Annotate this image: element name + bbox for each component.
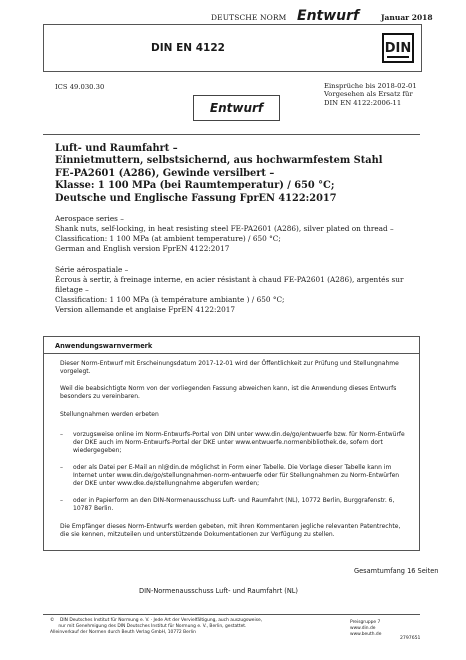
warning-heading: Anwendungswarnvermerk <box>55 342 153 350</box>
comment-option-item <box>60 497 410 513</box>
title-french <box>55 265 425 315</box>
comment-option-text: oder als Datei per E-Mail an nl@din.de möglichst in Form einer Tabelle. Die Vorlage dieser Tabelle kann im Internet unter www.din.de/go/stellungnahmen-norm-entwuerfe oder für Stellungnahmen zu Norm-Entwürfen der DKE unter www.dke.de/stellungnahme abgerufen werden; <box>73 464 400 487</box>
price-group-block <box>350 620 381 637</box>
title-de-line: Einnietmuttern, selbstsichernd, aus hochwarmfestem Stahl <box>55 155 383 167</box>
title-de-line: FE-PA2601 (A286), Gewinde versilbert – <box>55 167 275 179</box>
din-website: www.din.de <box>350 625 376 631</box>
warning-heading-divider <box>43 353 420 354</box>
title-fr-line: Écrous à sertir, à freinage interne, en acier résistant à chaud FE-PA2601 (A286), argentés sur <box>55 275 404 284</box>
title-de-line: Luft- und Raumfahrt – <box>55 143 178 154</box>
issue-date: Januar 2018 <box>381 13 433 22</box>
comment-option-text: oder in Papierform an den DIN-Normenausschuss Luft- und Raumfahrt (NL), 10772 Berlin, Burggrafenstr. 6, 10787 Berlin. <box>73 497 395 512</box>
title-english <box>55 214 435 254</box>
title-fr-line: filetage – <box>55 285 89 294</box>
list-dash: – <box>60 431 63 438</box>
din-logo <box>382 33 414 63</box>
title-german <box>55 143 415 205</box>
footer-divider <box>43 614 420 615</box>
ics-code: ICS 49.030.30 <box>55 83 105 91</box>
title-en-line: Shank nuts, self-locking, in heat resisting steel FE-PA2601 (A286), silver plated on thread – <box>55 224 394 233</box>
price-group: Preisgruppe 7 <box>350 620 381 625</box>
warning-paragraph: Dieser Norm-Entwurf mit Erscheinungsdatum 2017-12-01 wird der Öffentlichkeit zur Prüfung und Stellungnahme vorgelegt. <box>60 360 399 375</box>
standards-committee: DIN-Normenausschuss Luft- und Raumfahrt (NL) <box>139 587 298 595</box>
din-logo-text: DIN <box>384 40 412 56</box>
comment-option-item <box>60 464 410 488</box>
draft-stamp-label: Entwurf <box>209 101 264 115</box>
total-pages: Gesamtumfang 16 Seiten <box>354 567 439 575</box>
title-en-line: Classification: 1 100 MPa (at ambient temperature) / 650 °C; <box>55 234 281 243</box>
copyright-line: Alleinverkauf der Normen durch Beuth Verlag GmbH, 10772 Berlin <box>50 629 196 635</box>
copyright-line: nur mit Genehmigung des DIN Deutsches Institut für Normung e. V., Berlin, gestattet. <box>50 623 247 629</box>
list-dash: – <box>60 497 63 504</box>
beuth-website: www.beuth.de <box>350 631 382 637</box>
replacement-note: Vorgesehen als Ersatz für <box>324 90 413 99</box>
comment-option-text: vorzugsweise online im Norm-Entwurfs-Portal von DIN unter www.din.de/go/entwuerfe bzw. für Norm-Entwürfe der DKE auch im Norm-Entwurfs-Portal der DKE unter www.entwuerfe.normenbibliothek.de, sofern dort wiedergegeben; <box>73 431 405 454</box>
comment-option-item <box>60 431 410 455</box>
title-de-line: Deutsche und Englische Fassung FprEN 4122:2017 <box>55 192 337 204</box>
warning-paragraph: Stellungnahmen werden erbeten <box>60 411 159 418</box>
title-en-line: Aerospace series – <box>55 214 124 223</box>
list-dash: – <box>60 464 63 471</box>
title-en-line: German and English version FprEN 4122:2017 <box>55 244 230 253</box>
warning-paragraph: Weil die beabsichtigte Norm von der vorliegenden Fassung abweichen kann, ist die Anwendung dieses Entwurfs besonders zu vereinbaren. <box>60 385 397 400</box>
norm-type-label: DEUTSCHE NORM <box>211 13 287 22</box>
document-number: 2797651 <box>400 636 421 641</box>
title-divider <box>43 134 420 135</box>
title-fr-line: Série aérospatiale – <box>55 265 129 274</box>
draft-status-label: Entwurf <box>297 8 360 24</box>
title-fr-line: Classification: 1 100 MPa (à température ambiante ) / 650 °C; <box>55 295 285 304</box>
title-de-line: Klasse: 1 100 MPa (bei Raumtemperatur) / 650 °C; <box>55 180 335 192</box>
standard-number: DIN EN 4122 <box>151 42 225 54</box>
draft-stamp <box>193 95 280 121</box>
objections-deadline: Einsprüche bis 2018-02-01 <box>324 82 417 90</box>
copyright-notice <box>50 618 320 635</box>
copyright-line: © DIN Deutsches Institut für Normung e. V. · Jede Art der Vervielfältigung, auch auszugsweise, <box>50 618 263 623</box>
title-fr-line: Version allemande et anglaise FprEN 4122:2017 <box>55 305 236 314</box>
objections-block <box>324 82 417 107</box>
replaced-standard: DIN EN 4122:2006-11 <box>324 98 402 107</box>
warning-paragraph: Die Empfänger dieses Norm-Entwurfs werden gebeten, mit ihren Kommentaren jegliche relevanten Patentrechte, die sie kennen, mitzuteilen und unterstützende Dokumentationen zur Verfügung zu stellen. <box>60 523 401 538</box>
